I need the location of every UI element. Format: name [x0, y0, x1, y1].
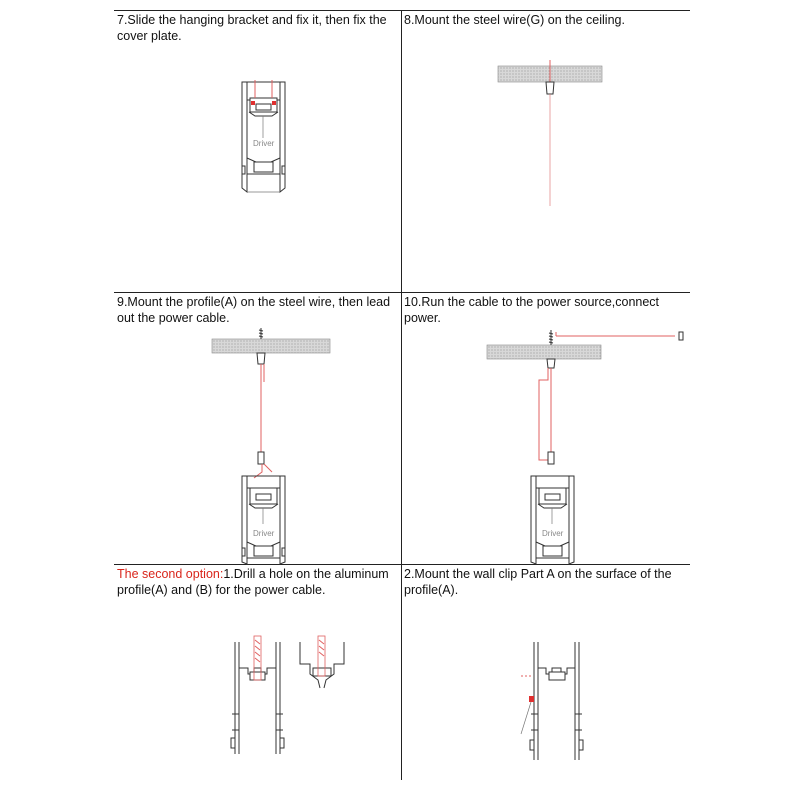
instruction-table: [114, 10, 690, 780]
step-10-caption: 10.Run the cable to the power source,connect power.: [404, 295, 660, 325]
cell-step-10: [401, 292, 690, 564]
second-option-label: The second option:: [117, 567, 224, 581]
profile-cross-section-icon: [114, 10, 401, 292]
ceiling-slab-icon: [401, 10, 690, 292]
second-option-2-caption: 2.Mount the wall clip Part A on the surface of the profile(A).: [404, 567, 672, 597]
cell-step-9: [114, 292, 401, 564]
cell-second-option-1: [114, 564, 401, 780]
cell-step-8: [401, 10, 690, 292]
driver-label-9: Driver: [253, 529, 275, 538]
step-8-caption: 8.Mount the steel wire(G) on the ceiling.: [404, 13, 625, 27]
steel-wire-icon: [114, 292, 401, 564]
step-9-caption: 9.Mount the profile(A) on the steel wire, then lead out the power cable.: [117, 295, 391, 325]
power-plug-icon: [401, 292, 690, 564]
driver-label: Driver: [253, 139, 275, 148]
step-7-caption: 7.Slide the hanging bracket and fix it, then fix the cover plate.: [117, 13, 387, 43]
driver-label-10: Driver: [542, 529, 564, 538]
drill-bit-icon: [114, 564, 401, 780]
wall-clip-icon: [401, 564, 690, 780]
second-option-1-text: 1.Drill a hole on the aluminum profile(A) and (B) for the power cable.: [117, 567, 389, 597]
cell-second-option-2: [401, 564, 690, 780]
cell-step-7: [114, 10, 401, 292]
